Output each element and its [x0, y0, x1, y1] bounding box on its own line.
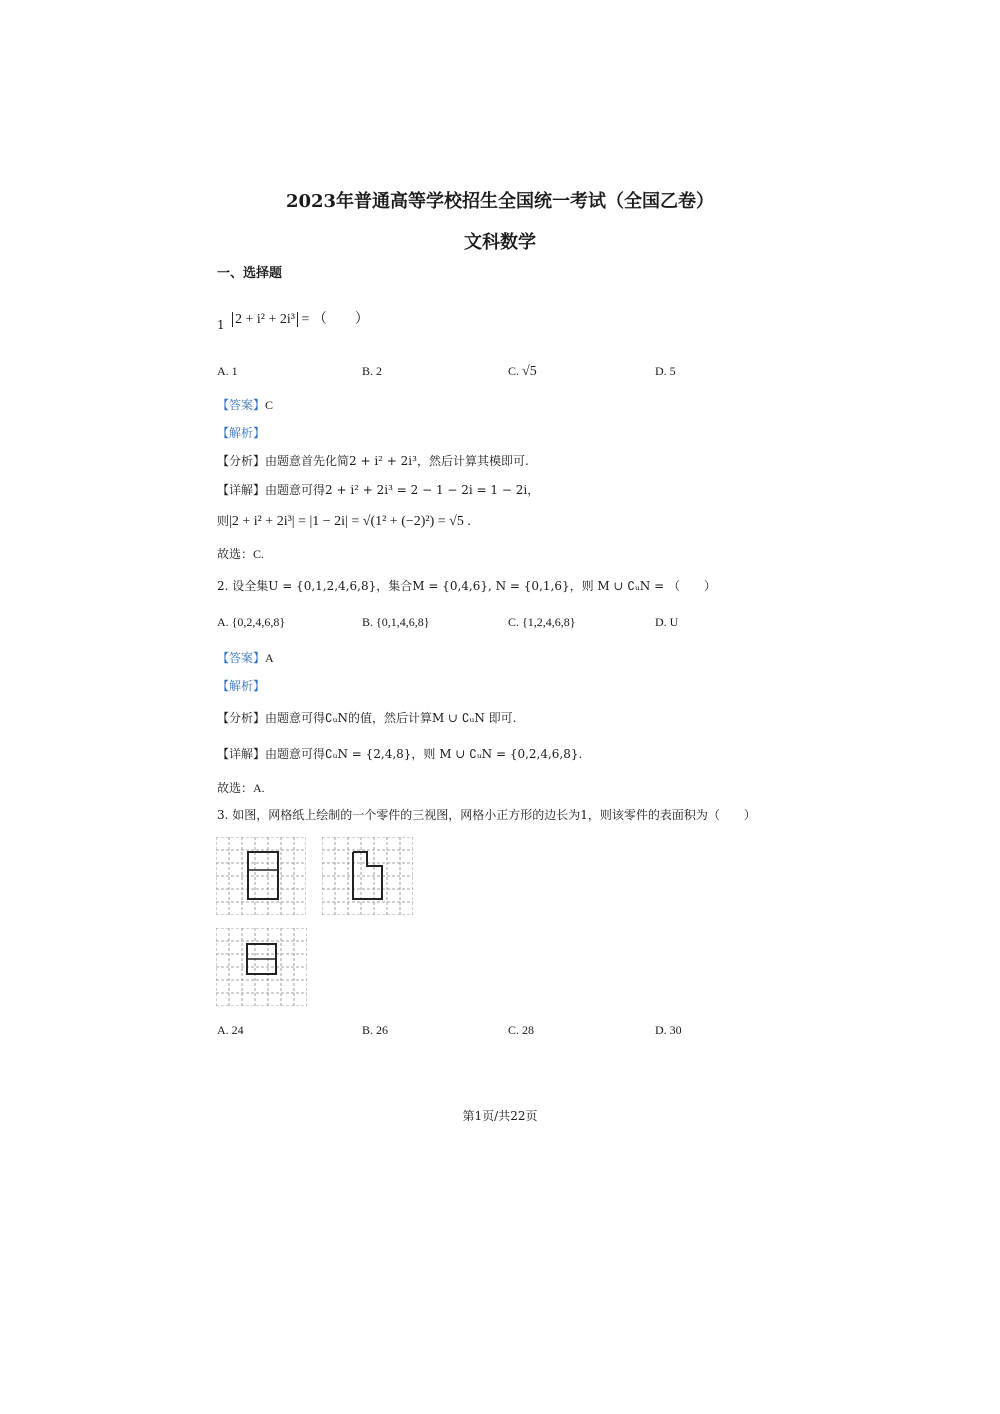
q3-option-c: C. 28 [508, 1023, 535, 1037]
q1-stem-abs: 2 + i² + 2i³ [232, 312, 298, 327]
grid-lines [216, 928, 307, 1006]
fenxi-tag: 【分析】 [217, 711, 266, 725]
q2-fenxi [217, 709, 516, 726]
side-view-outline [353, 852, 382, 899]
q1-answer-value: C [265, 398, 274, 412]
q2-answer [217, 649, 274, 666]
front-view-outline [248, 852, 278, 899]
q1-detail-text: 由题意可得2 + i² + 2i³ = 2 − 1 − 2i = 1 − 2i， [265, 483, 540, 497]
q1-option-c-value: √5 [522, 364, 537, 379]
paper-title: 2023年普通高等学校招生全国统一考试（全国乙卷） [285, 191, 715, 212]
q1-option-c-label: C. [508, 364, 520, 378]
q1-analysis-tag: 【解析】 [217, 426, 266, 440]
q1-answer [217, 396, 273, 413]
answer-tag: 【答案】 [217, 651, 266, 665]
q1-then-line [217, 512, 471, 530]
q3-option-b: B. 26 [362, 1023, 389, 1037]
grid-lines [216, 837, 306, 915]
fenxi-tag: 【分析】 [217, 454, 266, 468]
q2-option-c: C. {1,2,4,6,8} [508, 615, 576, 629]
q2-detail-text: 由题意可得∁ᵤN = {2,4,8}，则 M ∪ ∁ᵤN = {0,2,4,6,8}. [265, 747, 583, 761]
q1-stem-tail: = （ ） [301, 312, 369, 327]
page-footer: 第1页/共22页 [462, 1109, 538, 1123]
q1-number: 1 [217, 318, 225, 332]
answer-tag: 【答案】 [217, 398, 266, 412]
q2-option-b: B. {0,1,4,6,8} [362, 615, 430, 629]
q1-conclusion-value: C. [253, 547, 265, 561]
so-label: 故选： [217, 781, 254, 795]
q2-answer-value: A [265, 651, 274, 665]
so-label: 故选： [217, 547, 254, 561]
q2-option-d: D. U [655, 615, 679, 629]
then-label: 则 [217, 514, 230, 528]
q1-option-c [508, 364, 537, 380]
side-view-figure [322, 837, 413, 915]
paper-subtitle: 文科数学 [464, 232, 536, 253]
q2-stem: 2. 设全集U = {0,1,2,4,6,8}，集合M = {0,4,6}, N = {0,1,6}，则 M ∪ ∁ᵤN = （ ） [217, 579, 716, 593]
xiangjie-tag: 【详解】 [217, 483, 266, 497]
q3-stem: 3. 如图，网格纸上绘制的一个零件的三视图，网格小正方形的边长为1，则该零件的表面积为（ ） [217, 808, 756, 822]
q1-option-b: B. 2 [362, 364, 383, 378]
q3-option-d: D. 30 [655, 1023, 682, 1037]
q2-xiangjie [217, 745, 582, 762]
front-view-figure [216, 837, 306, 915]
q1-option-d: D. 5 [655, 364, 676, 378]
q2-analysis-tag: 【解析】 [217, 679, 266, 693]
q1-fenxi-text: 由题意首先化简2 + i² + 2i³，然后计算其模即可. [265, 454, 529, 468]
q1-option-a: A. 1 [217, 364, 238, 378]
q1-fenxi [217, 452, 529, 469]
q3-option-a: A. 24 [217, 1023, 244, 1037]
q2-option-a: A. {0,2,4,6,8} [217, 615, 286, 629]
q1-stem-expression [232, 308, 369, 328]
section-title: 一、选择题 [217, 266, 283, 281]
grid-lines [322, 837, 413, 915]
q2-conclusion-value: A. [253, 781, 265, 795]
q1-xiangjie [217, 481, 539, 498]
top-view-figure [216, 928, 307, 1006]
q2-fenxi-text: 由题意可得∁ᵤN的值，然后计算M ∪ ∁ᵤN 即可. [265, 711, 517, 725]
xiangjie-tag: 【详解】 [217, 747, 266, 761]
q1-conclusion [217, 545, 264, 562]
q1-then-expr: |2 + i² + 2i³| = |1 − 2i| = √(1² + (−2)²) = √5 . [229, 514, 471, 529]
q2-conclusion [217, 779, 265, 796]
